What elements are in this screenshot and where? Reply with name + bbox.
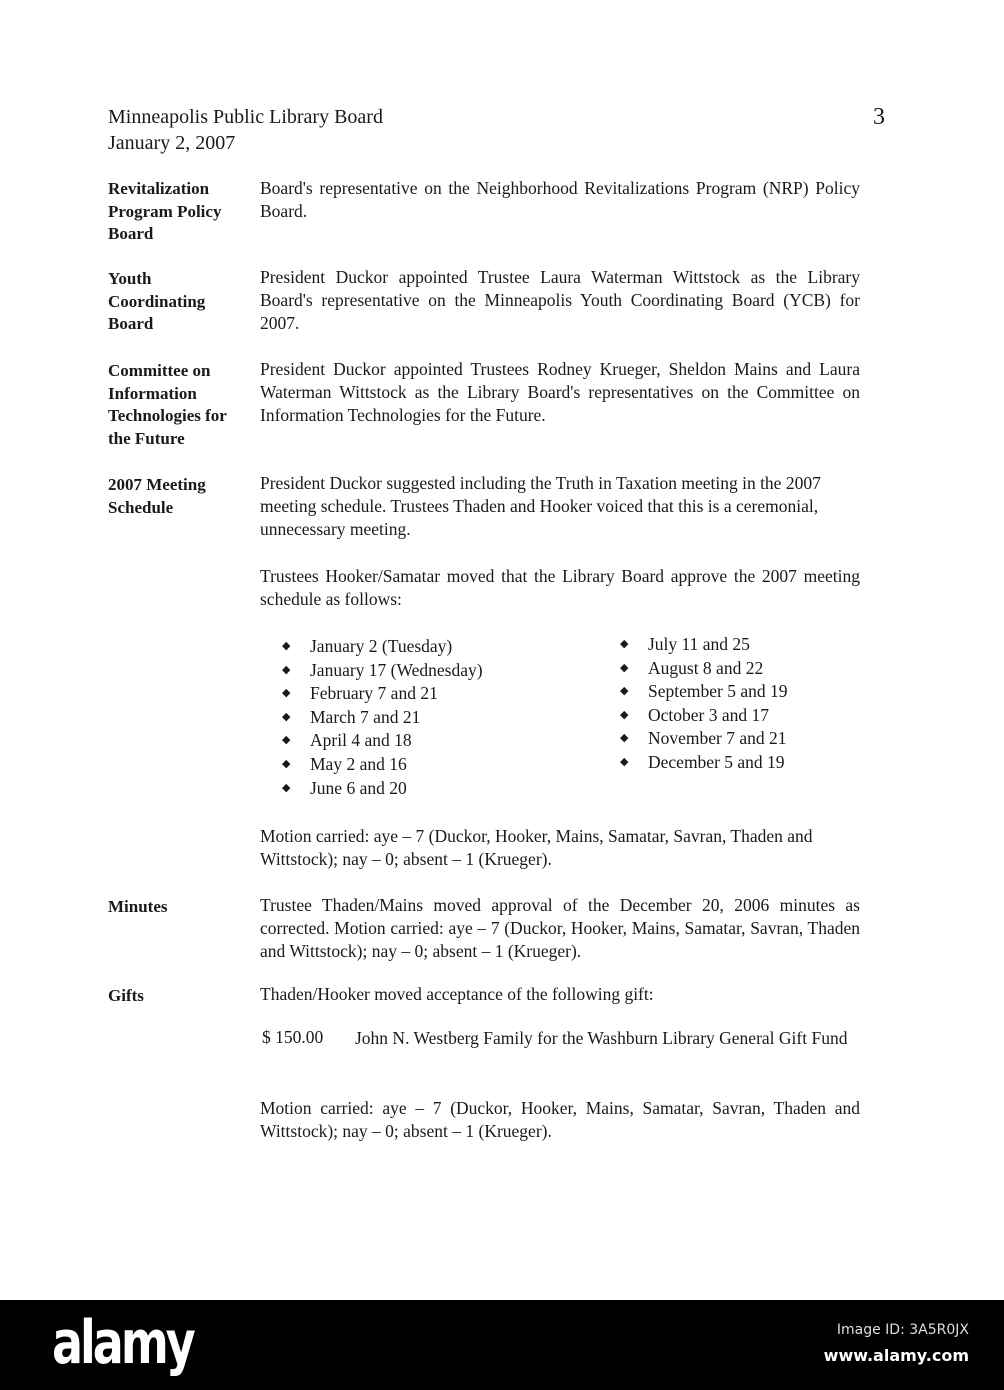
list-item: ◆ January 17 (Wednesday) — [282, 659, 483, 683]
list-item: ◆ March 7 and 21 — [282, 706, 483, 730]
motion-text: Motion carried: aye – 7 (Duckor, Hooker, Mains, Samatar, Savran, Thaden and Wittstock); nay – 0; absent – 1 (Krueger). — [260, 1098, 860, 1141]
list-item: ◆ September 5 and 19 — [620, 680, 787, 704]
image-id: Image ID: 3A5R0JX — [836, 1322, 969, 1338]
list-item: ◆ July 11 and 25 — [620, 633, 787, 657]
list-item: ◆ November 7 and 21 — [620, 727, 787, 751]
section-text: President Duckor suggested including the Truth in Taxation meeting in the 2007 meeting schedule. Trustees Thaden and Hooker voiced that this is a ceremonial, unnecessary meeting. — [260, 473, 821, 539]
gift-amount: $ 150.00 — [262, 1027, 324, 1047]
schedule-list-left — [282, 635, 483, 800]
section-label: Youth Coordinating Board — [108, 269, 206, 333]
list-item: ◆ June 6 and 20 — [282, 777, 483, 801]
document-header — [108, 104, 383, 156]
alamy-logo: alamy — [52, 1307, 193, 1378]
list-item: ◆ April 4 and 18 — [282, 729, 483, 753]
gift-description: John N. Westberg Family for the Washburn Library General Gift Fund — [355, 1028, 848, 1048]
meeting-date: January 2, 2007 — [108, 132, 236, 154]
list-item: ◆ October 3 and 17 — [620, 704, 787, 728]
section-label: 2007 Meeting Schedule — [108, 475, 206, 517]
list-item: ◆ August 8 and 22 — [620, 657, 787, 681]
org-name: Minneapolis Public Library Board — [108, 106, 383, 128]
section-label: Committee on Information Technologies for the Future — [108, 361, 227, 448]
site-url: www.alamy.com — [823, 1346, 969, 1365]
section-text: Board's representative on the Neighborhood Revitalizations Program (NRP) Policy Board. — [260, 178, 860, 221]
section-text: Trustee Thaden/Mains moved approval of the December 20, 2006 minutes as corrected. Motion carried: aye – 7 (Duckor, Hooker, Mains, Samatar, Savran, Thaden and Wittstock); nay – 0; absent – 1 (Krueger). — [260, 895, 860, 961]
section-label: Gifts — [108, 986, 144, 1005]
section-text: President Duckor appointed Trustee Laura Waterman Wittstock as the Library Board's representative on the Minneapolis Youth Coordinating Board (YCB) for 2007. — [260, 267, 860, 333]
section-text-2: Trustees Hooker/Samatar moved that the Library Board approve the 2007 meeting schedule as follows: — [260, 566, 860, 609]
list-item: ◆ December 5 and 19 — [620, 751, 787, 775]
list-item: ◆ January 2 (Tuesday) — [282, 635, 483, 659]
list-item: ◆ February 7 and 21 — [282, 682, 483, 706]
list-item: ◆ May 2 and 16 — [282, 753, 483, 777]
page-number: 3 — [873, 104, 885, 130]
section-label: Minutes — [108, 897, 168, 916]
motion-text: Motion carried: aye – 7 (Duckor, Hooker, Mains, Samatar, Savran, Thaden and Wittstock); nay – 0; absent – 1 (Krueger). — [260, 826, 813, 869]
schedule-list-right — [620, 633, 787, 775]
section-text: President Duckor appointed Trustees Rodney Krueger, Sheldon Mains and Laura Waterman Wittstock as the Library Board's representatives on the Committee on Information Technologies for the Future. — [260, 359, 860, 425]
section-text: Thaden/Hooker moved acceptance of the following gift: — [260, 984, 654, 1004]
section-label: Revitalization Program Policy Board — [108, 179, 222, 243]
